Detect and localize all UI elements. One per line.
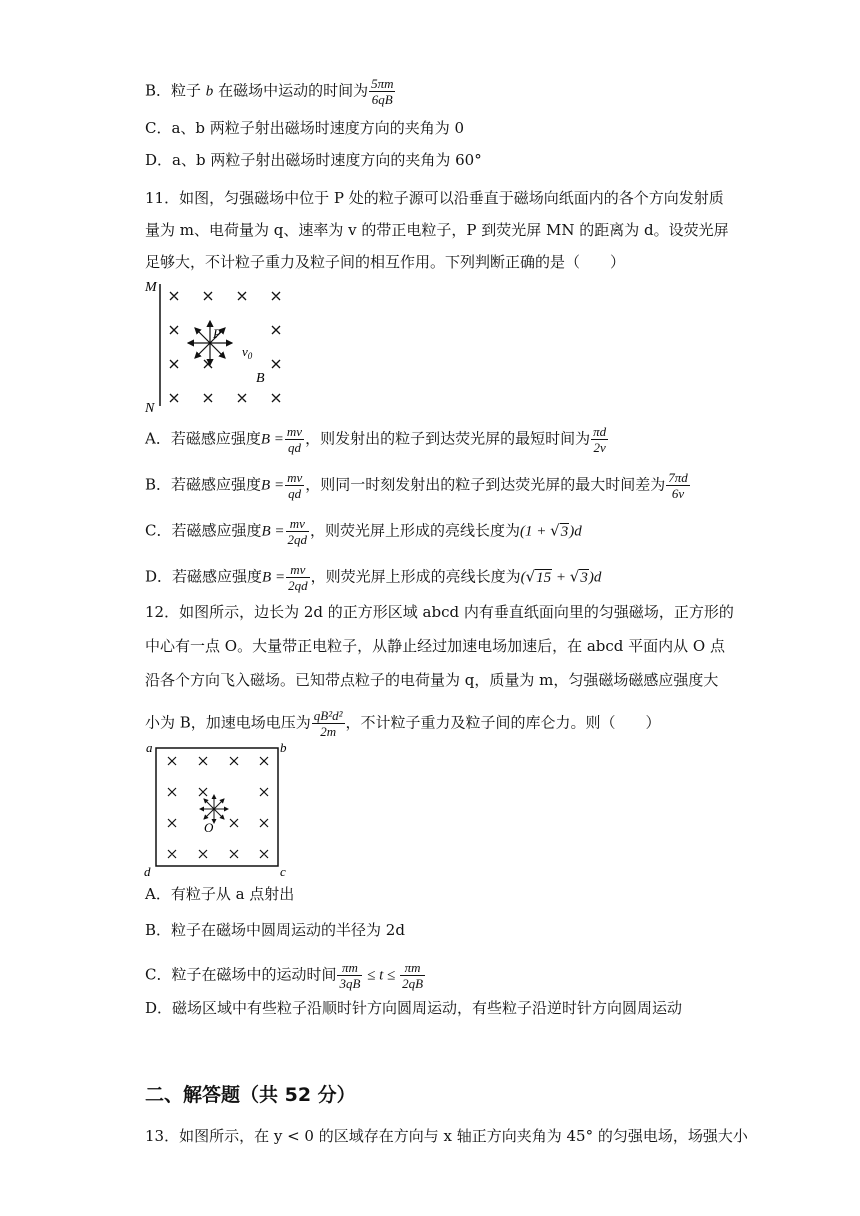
text: ，不计粒子重力及粒子间的库仑力。则（ ） bbox=[345, 713, 661, 732]
denominator: qd bbox=[287, 440, 301, 455]
q13-stem-line-1: 13．如图所示，在 y < 0 的区域存在方向与 x 轴正方向夹角为 45° 的匀强电场，场强大小 bbox=[145, 1127, 748, 1145]
label-v0 bbox=[242, 344, 253, 361]
q12-option-b: B．粒子在磁场中圆周运动的半径为 2d bbox=[145, 921, 405, 939]
q12-stem-line-4 bbox=[145, 708, 661, 739]
q11-stem-line-2: 量为 m、电荷量为 q、速率为 v 的带正电粒子，P 到荧光屏 MN 的距离为 d。设荧光屏 bbox=[145, 221, 729, 239]
q12-stem-line-3: 沿各个方向飞入磁场。已知带点粒子的电荷量为 q，质量为 m，匀强磁场磁感应强度大 bbox=[145, 671, 719, 689]
q10-option-c: C．a、b 两粒子射出磁场时速度方向的夹角为 0 bbox=[145, 119, 465, 137]
text: ，则荧光屏上形成的亮线长度为 bbox=[310, 567, 521, 586]
label-c: c bbox=[280, 864, 286, 879]
fraction bbox=[285, 424, 304, 455]
section-heading: 二、解答题（共 52 分） bbox=[145, 1084, 356, 1106]
fraction bbox=[369, 76, 395, 107]
fraction bbox=[666, 470, 690, 501]
sqrt: 15 bbox=[536, 569, 552, 586]
sub: 0 bbox=[247, 351, 253, 361]
denominator: 2qB bbox=[402, 976, 424, 991]
text: C．粒子在磁场中的运动时间 bbox=[145, 965, 337, 984]
fraction bbox=[286, 562, 310, 593]
label-a: a bbox=[146, 740, 153, 755]
q12-option-c bbox=[145, 960, 426, 991]
q11-option-b bbox=[145, 470, 691, 501]
text: ，则荧光屏上形成的亮线长度为 bbox=[310, 521, 521, 540]
eq: B = bbox=[262, 569, 286, 586]
v: v bbox=[242, 344, 248, 359]
numerator: mv bbox=[286, 562, 310, 578]
denominator: 6v bbox=[671, 486, 685, 501]
text: 小为 B，加速电场电压为 bbox=[145, 713, 311, 732]
denominator: 6qB bbox=[371, 92, 393, 107]
numerator: mv bbox=[286, 516, 310, 532]
expr: + bbox=[552, 569, 570, 586]
label-m: M bbox=[145, 280, 157, 295]
q11-option-d: D．若磁感应强度B = $\frac{mv}{2qd}$ ，则荧光屏上形成的亮线长度为(√15 + √3)d bbox=[145, 562, 602, 593]
q12-stem-line-1: 12．如图所示，边长为 2d 的正方形区域 abcd 内有垂直纸面向里的匀强磁场，正方形的 bbox=[145, 603, 734, 621]
q10-option-b bbox=[145, 76, 396, 107]
fraction bbox=[400, 960, 425, 991]
text: A．若磁感应强度 bbox=[145, 429, 261, 448]
q12-stem-line-2: 中心有一点 O。大量带正电粒子，从静止经过加速电场加速后，在 abcd 平面内从 O 点 bbox=[145, 637, 725, 655]
label-o: O bbox=[204, 820, 214, 835]
fraction bbox=[286, 516, 310, 547]
numerator: mv bbox=[286, 424, 303, 439]
label-b: b bbox=[280, 740, 287, 755]
sqrt: 3 bbox=[560, 523, 569, 540]
label-p: P bbox=[213, 326, 221, 341]
text: B．若磁感应强度 bbox=[145, 475, 262, 494]
text: ，则同一时刻发射出的粒子到达荧光屏的最大时间差为 bbox=[305, 475, 666, 494]
numerator: πm bbox=[400, 960, 425, 976]
expr: )d bbox=[588, 569, 602, 586]
q10-option-d: D．a、b 两粒子射出磁场时速度方向的夹角为 60° bbox=[145, 151, 482, 169]
q12-figure bbox=[140, 740, 290, 880]
label-d: d bbox=[144, 864, 151, 879]
q11-option-c: C．若磁感应强度B = $\frac{mv}{2qd}$ ，则荧光屏上形成的亮线长度为(1 + √3)d bbox=[145, 516, 582, 547]
denominator: 2m bbox=[320, 724, 337, 739]
q12-option-d: D．磁场区域中有些粒子沿顺时针方向圆周运动，有些粒子沿逆时针方向圆周运动 bbox=[145, 999, 683, 1017]
text: ，则发射出的粒子到达荧光屏的最短时间为 bbox=[305, 429, 591, 448]
q11-stem-line-1: 11．如图，匀强磁场中位于 P 处的粒子源可以沿垂直于磁场向纸面内的各个方向发射质 bbox=[145, 189, 724, 207]
denominator: qd bbox=[288, 486, 302, 501]
numerator: 5πm bbox=[371, 76, 394, 91]
var: b bbox=[205, 83, 214, 100]
fraction bbox=[337, 960, 362, 991]
inequality: ≤ t ≤ bbox=[363, 967, 400, 984]
numerator: 7πd bbox=[668, 470, 688, 485]
text: D．若磁感应强度 bbox=[145, 567, 263, 586]
denominator: 2v bbox=[593, 440, 606, 455]
denominator: 2qd bbox=[287, 532, 308, 547]
q11-stem-line-3: 足够大，不计粒子重力及粒子间的相互作用。下列判断正确的是（ ） bbox=[145, 253, 626, 271]
numerator: πd bbox=[593, 424, 607, 439]
eq: B = bbox=[260, 431, 284, 448]
eq: B = bbox=[261, 477, 285, 494]
label-n: N bbox=[145, 401, 155, 416]
field-crosses bbox=[168, 757, 268, 858]
expr: )d bbox=[569, 523, 582, 540]
velocity-arrows bbox=[188, 321, 232, 365]
text: C．若磁感应强度 bbox=[145, 521, 262, 540]
fraction bbox=[312, 708, 345, 739]
sqrt: 3 bbox=[580, 569, 588, 586]
denominator: 3qB bbox=[339, 976, 361, 991]
text: B．粒子 bbox=[145, 81, 206, 100]
q11-option-a bbox=[145, 424, 609, 455]
label-b: B bbox=[256, 371, 265, 386]
square-abcd bbox=[156, 748, 278, 866]
expr: (1 + bbox=[520, 523, 551, 540]
velocity-arrows bbox=[200, 795, 228, 823]
fraction bbox=[285, 470, 304, 501]
q11-figure bbox=[140, 276, 300, 416]
q12-option-a: A．有粒子从 a 点射出 bbox=[145, 885, 295, 903]
text: 在磁场中运动的时间为 bbox=[213, 81, 369, 100]
numerator: πm bbox=[337, 960, 362, 976]
numerator: mv bbox=[287, 470, 303, 485]
numerator: qB²d² bbox=[313, 708, 343, 723]
expr: ( bbox=[520, 569, 526, 586]
eq: B = bbox=[261, 523, 285, 540]
fraction bbox=[591, 424, 608, 455]
denominator: 2qd bbox=[288, 578, 308, 593]
